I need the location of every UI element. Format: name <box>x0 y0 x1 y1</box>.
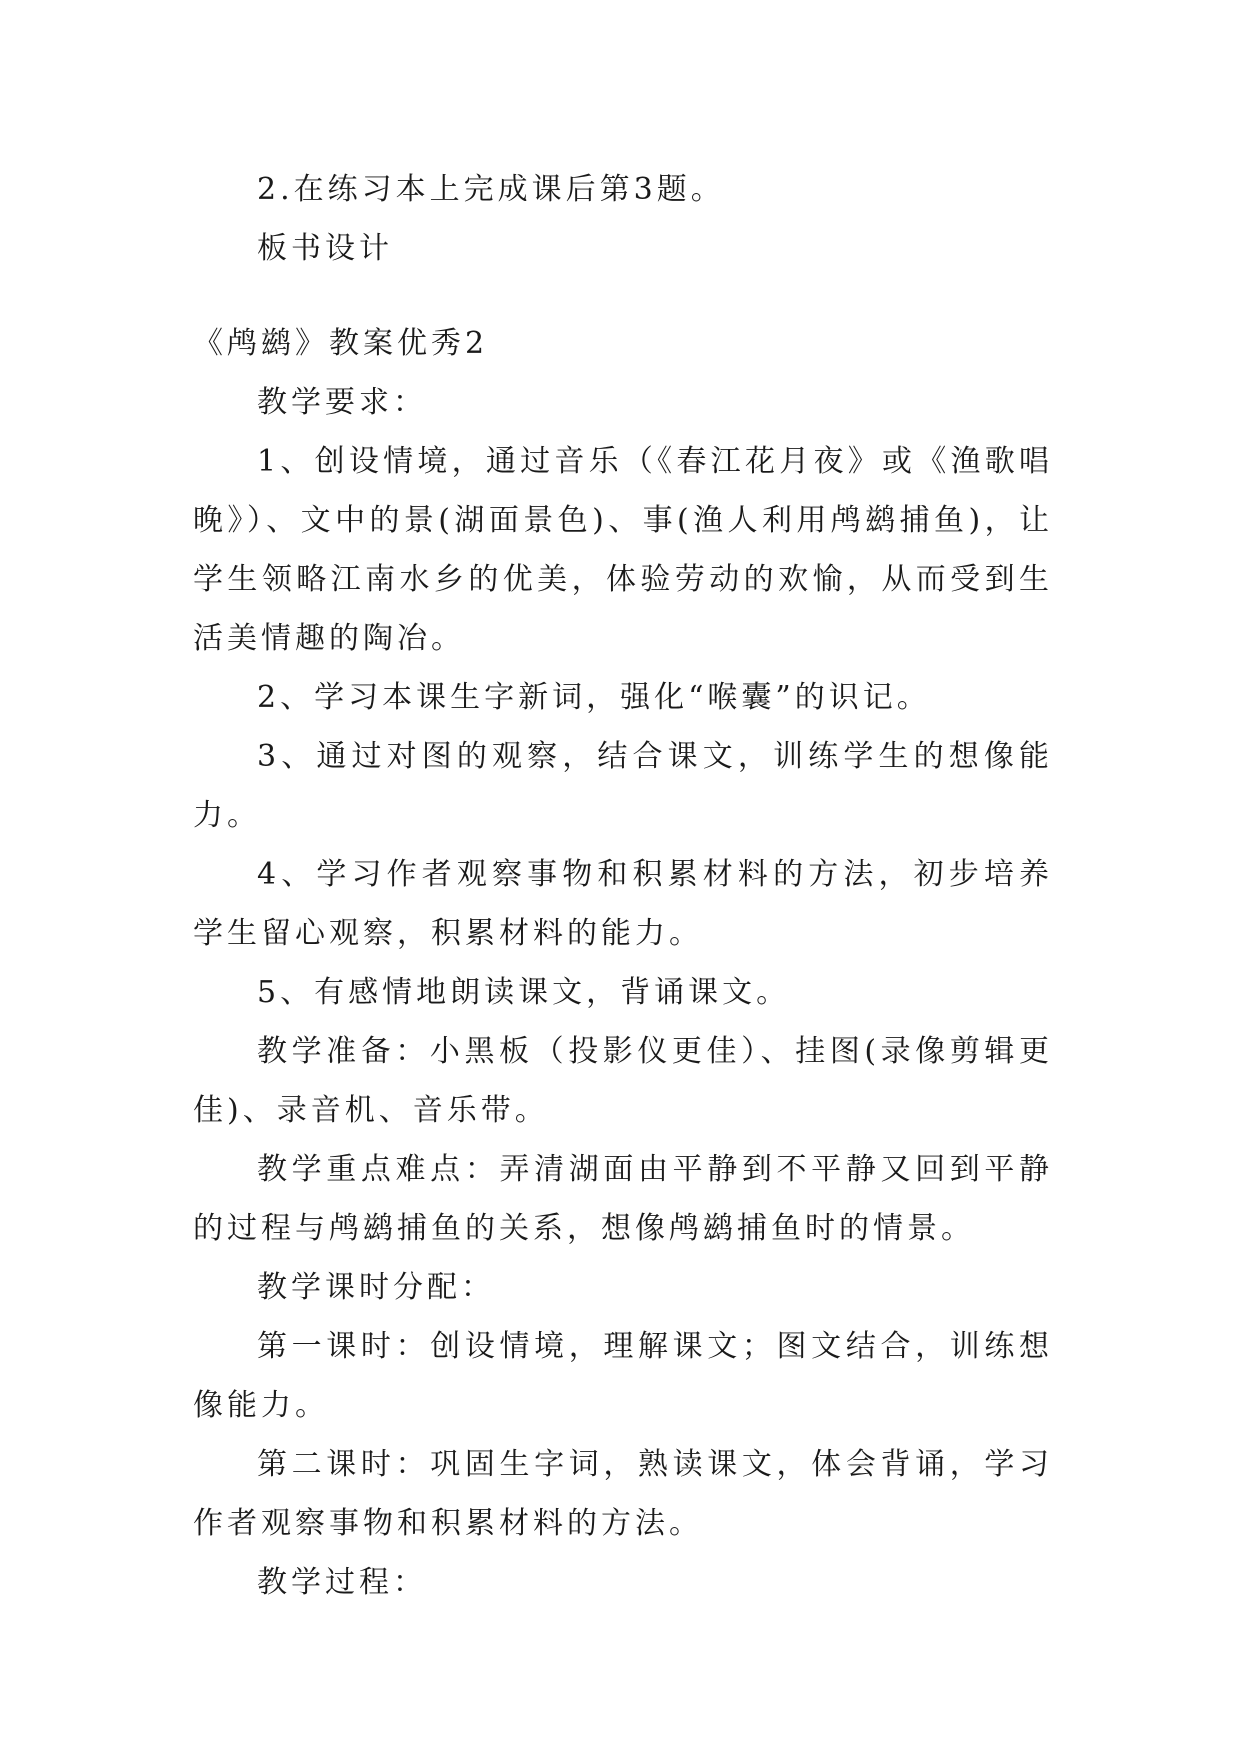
paragraph-preparation: 教学准备：小黑板（投影仪更佳）、挂图(录像剪辑更佳)、录音机、音乐带。 <box>193 1034 1053 1128</box>
paragraph-board-design: 板书设计 <box>257 231 393 266</box>
paragraph-requirement-1: 1、创设情境，通过音乐（《春江花月夜》或《渔歌唱晚》）、文中的景(湖面景色)、事(渔人利用鸬鹚捕鱼)，让学生领略江南水乡的优美，体验劳动的欢愉，从而受到生活美情趣的陶冶。 <box>193 444 1053 656</box>
paragraph-teaching-requirements: 教学要求： <box>257 385 427 420</box>
paragraph-key-points: 教学重点难点：弄清湖面由平静到不平静又回到平静的过程与鸬鹚捕鱼的关系，想像鸬鹚捕鱼时的情景。 <box>193 1152 1053 1246</box>
paragraph-teaching-process: 教学过程： <box>257 1565 427 1600</box>
paragraph-requirement-2: 2、学习本课生字新词，强化“喉囊”的识记。 <box>257 680 931 715</box>
section-spacer <box>193 278 1053 314</box>
document-body <box>193 160 1053 1612</box>
paragraph-requirement-3: 3、通过对图的观察，结合课文，训练学生的想像能力。 <box>193 739 1053 833</box>
paragraph-lesson-allocation: 教学课时分配： <box>257 1270 495 1305</box>
paragraph-requirement-4: 4、学习作者观察事物和积累材料的方法，初步培养学生留心观察，积累材料的能力。 <box>193 857 1053 951</box>
paragraph-requirement-5: 5、有感情地朗读课文，背诵课文。 <box>257 975 791 1010</box>
paragraph-lesson-1: 第一课时：创设情境，理解课文；图文结合，训练想像能力。 <box>193 1329 1053 1423</box>
paragraph-lesson-2: 第二课时：巩固生字词，熟读课文，体会背诵，学习作者观察事物和积累材料的方法。 <box>193 1447 1053 1541</box>
paragraph-homework-item: 2.在练习本上完成课后第3题。 <box>257 172 725 207</box>
section-title: 《鸬鹚》教案优秀2 <box>193 326 489 361</box>
